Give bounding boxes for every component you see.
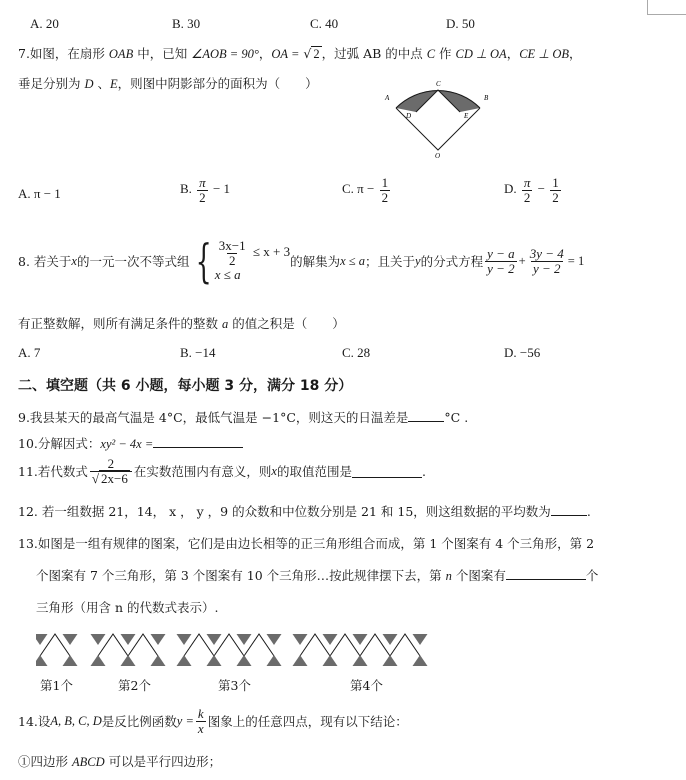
q13-blank xyxy=(506,567,586,580)
dark-triangle xyxy=(267,655,282,666)
label-a: A xyxy=(385,94,390,102)
dark-triangle xyxy=(177,634,192,645)
pattern-label-1: 第1个 xyxy=(40,678,73,693)
pattern-label-4: 第4个 xyxy=(350,678,383,693)
dark-triangle xyxy=(323,655,338,666)
q7-option-a: A. π − 1 xyxy=(18,186,61,201)
q8-line2: 有正整数解，则所有满足条件的整数 a 的值之积是（ ） xyxy=(18,316,345,331)
dark-triangle xyxy=(177,655,192,666)
dark-triangle xyxy=(36,634,48,645)
q8-option-b: B. −14 xyxy=(180,345,216,360)
dark-triangle xyxy=(151,655,166,666)
q10-blank xyxy=(153,435,243,448)
shaded-region-right xyxy=(438,90,480,112)
q13-line2: 个图案有 7 个三角形，第 3 个图案有 10 个三角形…按此规律摆下去，第 n 个图案有 个 xyxy=(36,568,599,583)
dark-triangle xyxy=(383,655,398,666)
dark-triangle xyxy=(267,634,282,645)
q7-option-d: D. $\frac{\pi}{2}$ − $\frac{1}{2}$ xyxy=(504,175,559,205)
label-o: O xyxy=(435,152,441,158)
q9-blank xyxy=(408,409,444,422)
dark-triangle xyxy=(237,655,252,666)
dark-triangle xyxy=(353,655,368,666)
q6-option-a: A. 20 xyxy=(30,16,59,31)
dark-triangle xyxy=(151,634,166,645)
dark-triangle xyxy=(63,634,78,645)
dark-triangle xyxy=(323,634,338,645)
dark-triangle xyxy=(63,655,78,666)
q8-option-c: C. 28 xyxy=(342,345,371,360)
q11: 11.若代数式 $\frac{2}{√ 2x-6}$ 在实数范围内有意义，则 x 的取值范围是 . xyxy=(18,455,426,486)
q14-line1: 14.设 A, B, C, D 是反比例函数 y = $\frac{k}{x}$ 图象上的任意四点，现有以下结论： xyxy=(18,705,408,736)
pattern-label-2: 第2个 xyxy=(118,678,151,693)
pattern-4 xyxy=(293,634,428,666)
sqrt-radicand: 2 xyxy=(313,47,320,61)
page-corner-mark xyxy=(647,0,686,15)
label-d: D xyxy=(406,112,412,120)
dark-triangle xyxy=(383,634,398,645)
q6-option-d: D. 50 xyxy=(446,16,475,31)
q11-blank xyxy=(352,465,422,478)
q8-option-a: A. 7 xyxy=(18,345,41,360)
q7-option-b: B. $\frac{\pi}{2}$ − 1 xyxy=(180,175,231,205)
dark-triangle xyxy=(293,634,308,645)
q8-option-d: D. −56 xyxy=(504,345,541,360)
label-c: C xyxy=(436,80,441,88)
dark-triangle xyxy=(207,634,222,645)
q7-line1: 7.如图，在扇形 OAB 中，已知 ∠AOB = 90°，OA = √ 2 ，过弧 AB 的中点 C 作 CD ⊥ OA，CE ⊥ OB， xyxy=(18,46,582,61)
dark-triangle xyxy=(293,655,308,666)
dark-triangle xyxy=(207,655,222,666)
dark-triangle xyxy=(413,655,428,666)
q13-line1: 13.如图是一组有规律的图案，它们是由边长相等的正三角形组合而成，第 1 个图案有 4 个三角形，第 2 xyxy=(18,536,595,551)
triangle-patterns xyxy=(36,630,436,670)
inequality-system: { $\frac{3x-1}{2}$ ≤ x + 3 x ≤ a xyxy=(196,234,291,288)
section-heading: 二、填空题（共 6 小题，每小题 3 分，满分 18 分） xyxy=(18,378,353,394)
dark-triangle xyxy=(353,634,368,645)
q14-conclusion-1: ①四边形 ABCD 可以是平行四边形； xyxy=(18,754,222,769)
q8-line1: 8. 若关于 x 的一元一次不等式组 { $\frac{3x-1}{2}$ ≤ x + 3 x ≤ a 的解集为 x ≤ a ；且关于 y 的分式方程 $\frac{y - a}{y - 2}$ + $\frac{3y - 4}{y - 2}$ = 1 xyxy=(18,234,585,288)
dark-triangle xyxy=(91,655,106,666)
q13-line3: 三角形（用含 n 的代数式表示）. xyxy=(36,600,219,615)
dark-triangle xyxy=(413,634,428,645)
dark-triangle xyxy=(121,655,136,666)
pattern-3 xyxy=(177,634,282,666)
dark-triangle xyxy=(36,655,48,666)
pattern-2 xyxy=(91,634,166,666)
q12: 12. 若一组数据 21，14， x ， y ，9 的众数和中位数分别是 21 和 15，则这组数据的平均数为 . xyxy=(18,504,591,519)
q9: 9.我县某天的最高气温是 4°C，最低气温是 −1°C，则这天的日温差是 °C . xyxy=(18,410,469,425)
dark-triangle xyxy=(91,634,106,645)
q10: 10.分解因式：xy² − 4x = xyxy=(18,434,243,452)
q7-option-c: C. π − $\frac{1}{2}$ xyxy=(342,175,389,205)
label-e: E xyxy=(464,112,469,120)
q6-option-c: C. 40 xyxy=(310,16,339,31)
q12-blank xyxy=(551,503,587,516)
pattern-1 xyxy=(36,634,78,666)
dark-triangle xyxy=(237,634,252,645)
q7-line2: 垂足分别为 D 、E，则图中阴影部分的面积为（ ） xyxy=(18,76,318,91)
q6-option-b: B. 30 xyxy=(172,16,201,31)
pattern-label-3: 第3个 xyxy=(218,678,251,693)
label-b: B xyxy=(484,94,489,102)
shaded-region-left xyxy=(396,90,438,112)
q7-sector-figure xyxy=(380,66,500,158)
dark-triangle xyxy=(121,634,136,645)
